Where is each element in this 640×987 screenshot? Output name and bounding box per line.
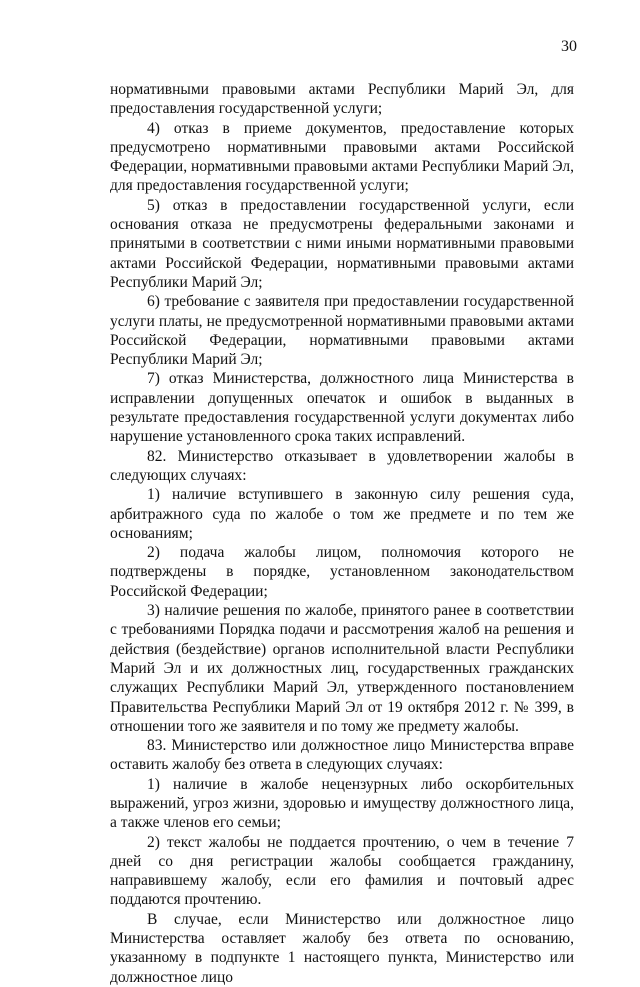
page-number: 30 bbox=[561, 38, 577, 55]
paragraph-clause-82-item-3: 3) наличие решения по жалобе, принятого ранее в соответствии с требованиями Порядка подачи и рассмотрения жалоб на решения и действия (бездействие) органов исполнительной власти Республики Марий Эл и их должностных лиц, государственных гражданских служащих Республики Марий Эл, утвержденного постановлением Правительства Республики Марий Эл от 19 октября 2012 г. № 399, в отношении того же заявителя и по тому же предмету жалобы. bbox=[110, 602, 574, 735]
paragraph-clause-83-item-1: 1) наличие в жалобе нецензурных либо оскорбительных выражений, угроз жизни, здоровью и имуществу должностного лица, а также членов его семьи; bbox=[110, 775, 574, 832]
paragraph-clause-83-item-2: 2) текст жалобы не поддается прочтению, о чем в течение 7 дней со дня регистрации жалобы сообщается гражданину, направившему жалобу, если его фамилия и почтовый адрес поддаются прочтению. bbox=[110, 833, 574, 909]
paragraph-clause-82-item-2: 2) подача жалобы лицом, полномочия которого не подтверждены в порядке, установленном законодательством Российской Федерации; bbox=[110, 544, 574, 600]
paragraph-clause-82: 82. Министерство отказывает в удовлетворении жалобы в следующих случаях: bbox=[110, 447, 574, 484]
paragraph-final: В случае, если Министерство или должностное лицо Министерства оставляет жалобу без ответа по основанию, указанному в подпункте 1 настоящего пункта, Министерство или должностное лицо bbox=[110, 910, 574, 986]
paragraph-clause-83: 83. Министерство или должностное лицо Министерства вправе оставить жалобу без ответа в следующих случаях: bbox=[110, 737, 574, 774]
paragraph-item-6: 6) требование с заявителя при предоставлении государственной услуги платы, не предусмотренной нормативными правовыми актами Российской Федерации, нормативными правовыми актами Республики Марий Эл; bbox=[110, 293, 574, 369]
paragraph-item-5: 5) отказ в предоставлении государственной услуги, если основания отказа не предусмотрены федеральными законами и принятыми в соответствии с ними иными нормативными правовыми актами Российской Федерации, нормативными правовыми актами Республики Марий Эл; bbox=[110, 196, 574, 291]
document-body bbox=[110, 80, 574, 987]
paragraph-item-4: 4) отказ в приеме документов, предоставление которых предусмотрено нормативными правовыми актами Российской Федерации, нормативными правовыми актами Республики Марий Эл, для предоставления государственной услуги; bbox=[110, 119, 574, 195]
paragraph-clause-82-item-1: 1) наличие вступившего в законную силу решения суда, арбитражного суда по жалобе о том же предмете и по тем же основаниям; bbox=[110, 486, 574, 542]
paragraph-item-7: 7) отказ Министерства, должностного лица Министерства в исправлении допущенных опечаток и ошибок в выданных в результате предоставления государственной услуги документах либо нарушение установленного срока таких исправлений. bbox=[110, 370, 574, 446]
paragraph-continuation: нормативными правовыми актами Республики Марий Эл, для предоставления государственной услуги; bbox=[110, 81, 574, 118]
